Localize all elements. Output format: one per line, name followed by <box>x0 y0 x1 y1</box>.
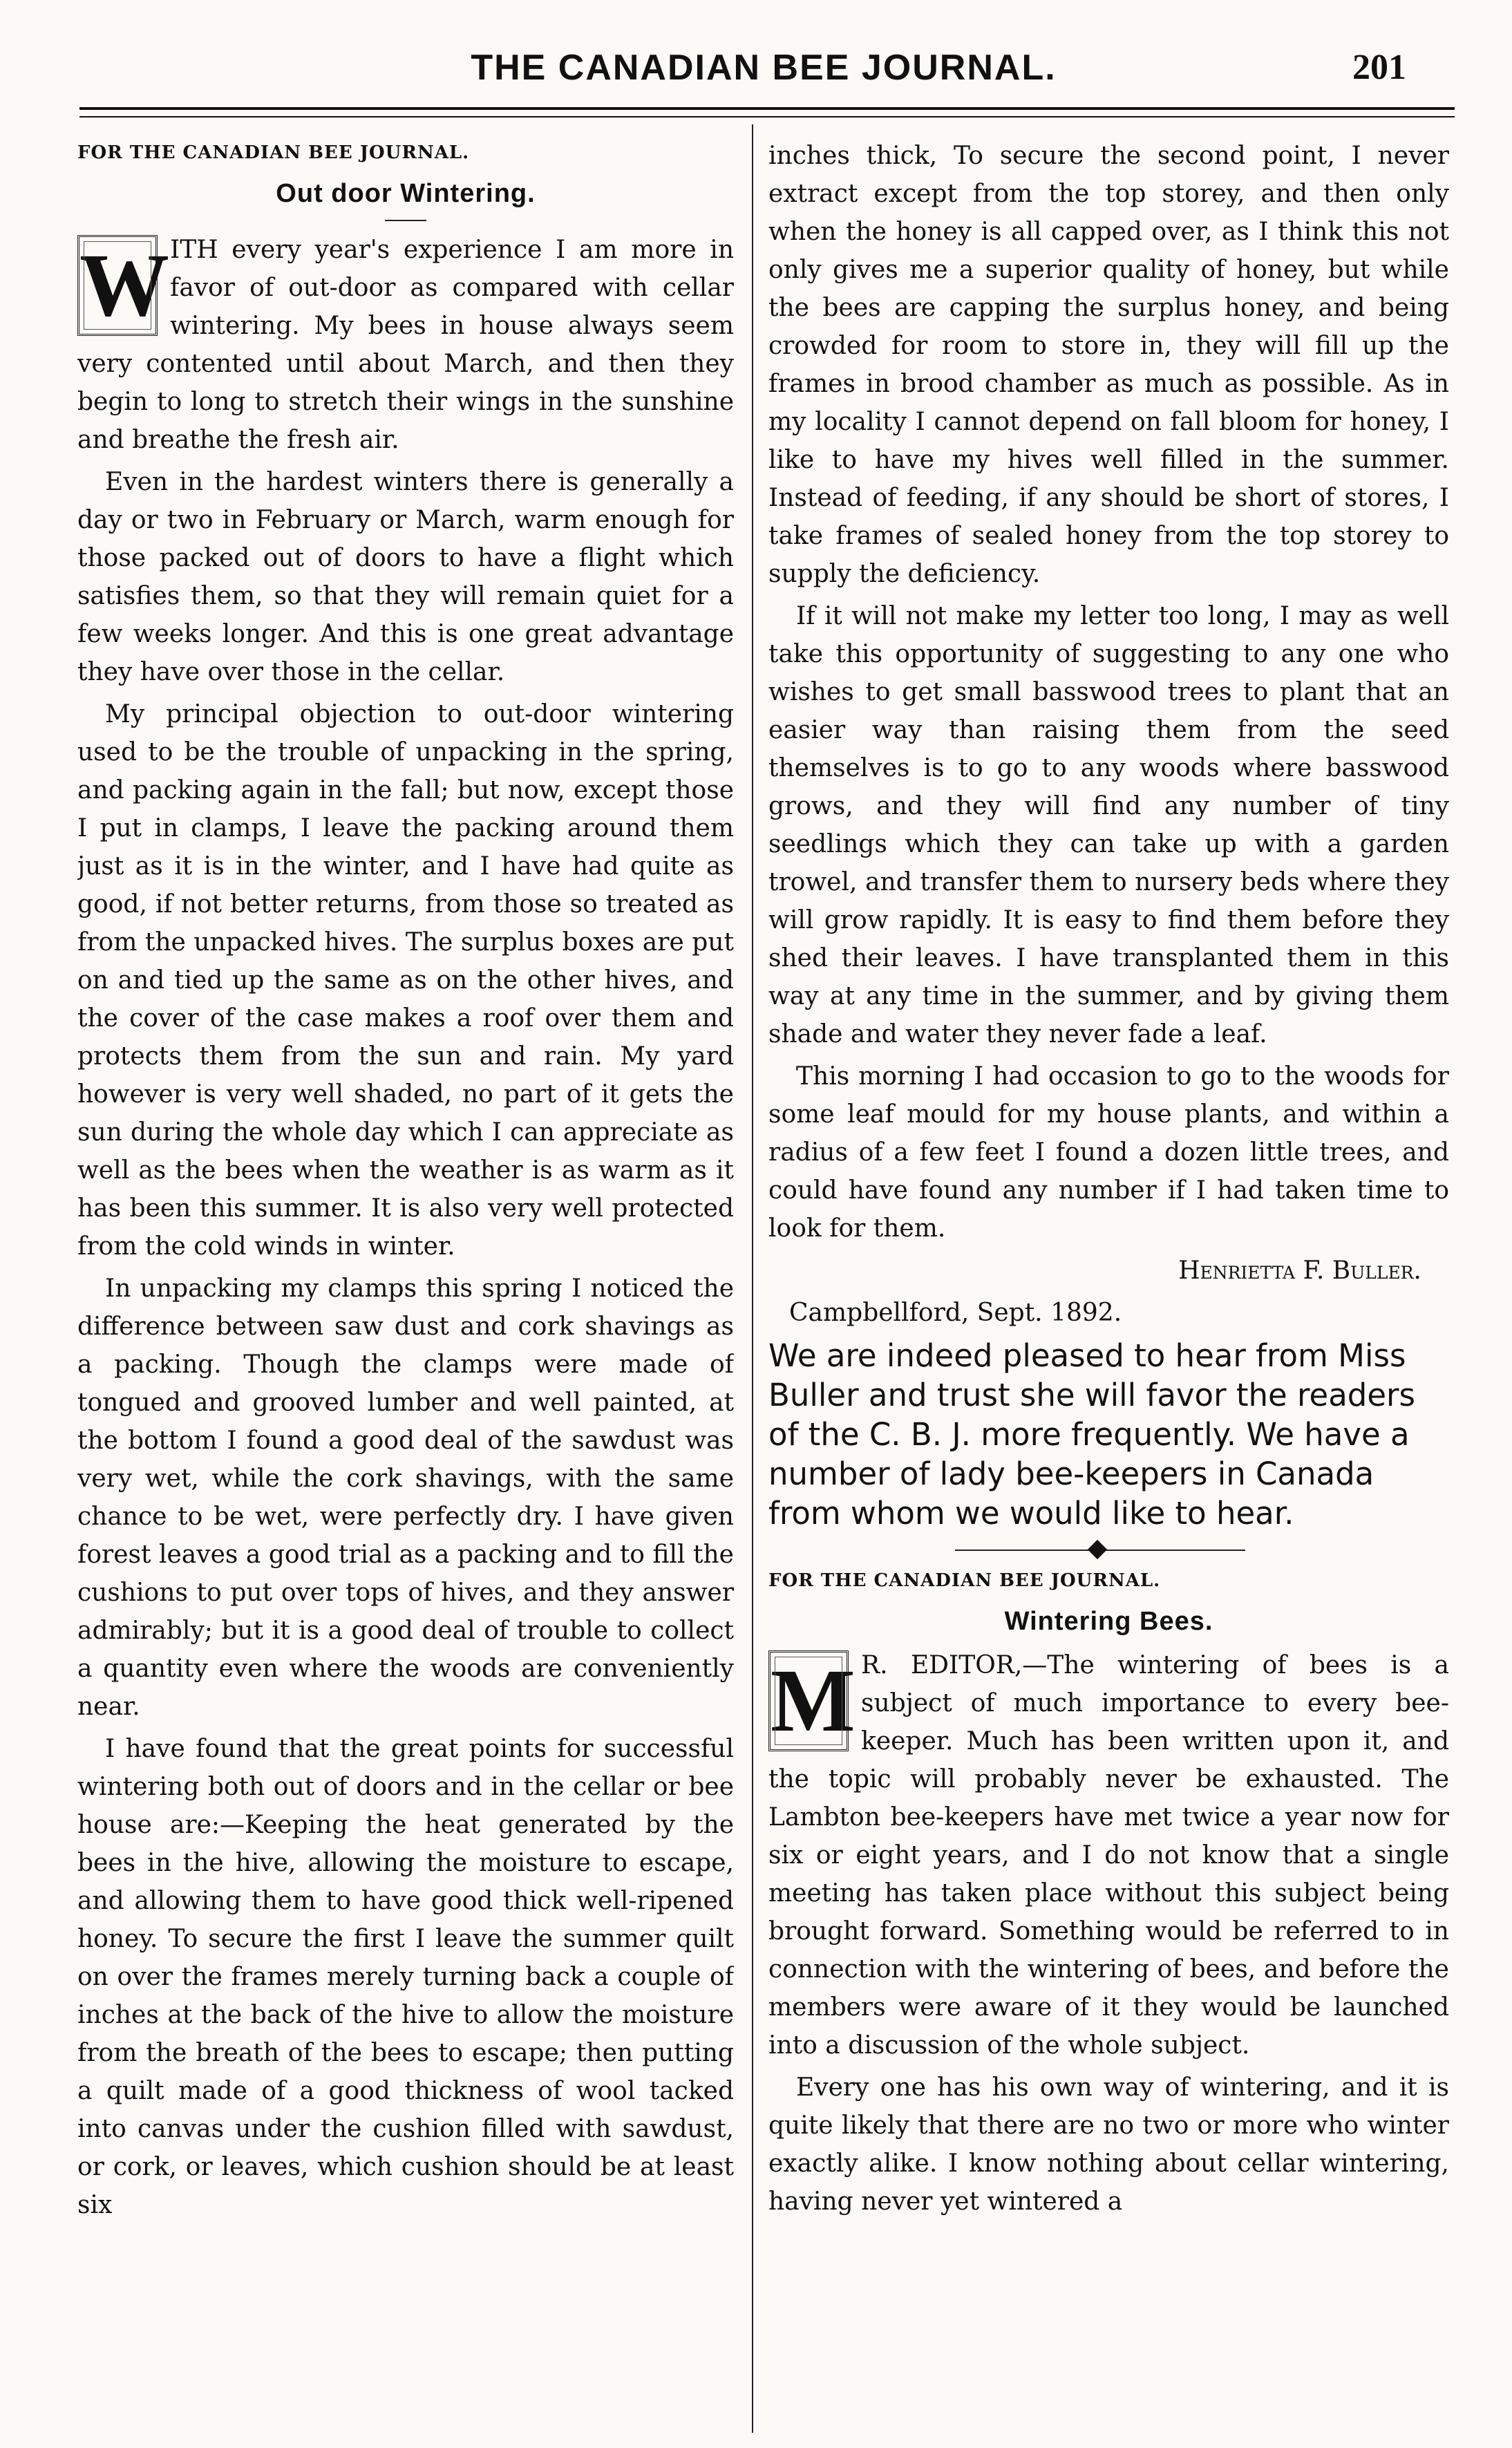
dropcap-m: M <box>768 1650 849 1751</box>
article2-first-text: R. EDITOR,—The wintering of bees is a subject of much importance to every bee-keeper. Much has been written upon it, and the topic will probably never be exhausted. The Lambton bee-keepers have met twice a year now for six or eight years, and I do not know that a single meeting has taken place without this subject being brought forward. Something would be referred to in connection with the wintering of bees, and before the members were aware of it they would be launched into a discussion of the whole subject. <box>768 1651 1449 2060</box>
article2-title: Wintering Bees. <box>1004 1607 1213 1636</box>
article1-first-text: ITH every year's experience I am more in favor of out-door as compared with cellar wintering. My bees in house always seem very contented until about March, and then they begin to long to stretch their wings in the sunshine and breathe the fresh air. <box>77 236 734 454</box>
diamond-icon <box>1088 1540 1107 1559</box>
article1-continued: inches thick, To secure the second point, I never extract except from the top storey, and then only when the honey is all capped over, as I think this not only gives me a superior quality of honey, but while the bees are capping the surplus honey, and being crowded for room to store in, they will fill up the frames in brood chamber as much as possible. As in my locality I cannot depend on fall bloom for honey, I like to have my hives well filled in the summer. Instead of feeding, if any should be short of stores, I take frames of sealed honey from the top storey to supply the deficiency. <box>768 142 1449 588</box>
editor-note: We are indeed pleased to hear from Miss Buller and trust she will favor the readers of the C. B. J. more frequently. We have a number of lady bee-keepers in Canada from whom we would like to hear. <box>768 1337 1415 1532</box>
article1-paragraph: I have found that the great points for successful wintering both out of doors and in the cellar or bee house are:—Keeping the heat generated by the bees in the hive, allowing the moisture to escape, and allowing them to have good thick well-ripened honey. To secure the first I leave the summer quilt on over the frames merely turning back a couple of inches at the back of the hive to allow the moisture from the breath of the bees to escape; then putting a quilt made of a good thickness of wool tacked into canvas under the cushion filled with sawdust, or cork, or leaves, which cushion should be at least six <box>77 1735 734 2219</box>
page-number: 201 <box>1352 48 1406 87</box>
right-column <box>768 137 1449 2431</box>
article1-paragraph: This morning I had occasion to go to the woods for some leaf mould for my house plants, and within a radius of a few feet I found a dozen little trees, and could have found any number if I had taken time to look for them. <box>768 1062 1449 1243</box>
article1-dateline: Campbellford, Sept. 1892. <box>789 1299 1122 1327</box>
article1-signature: Henrietta F. Buller. <box>1178 1256 1421 1285</box>
section-ornament <box>768 1540 1449 1561</box>
left-column <box>77 137 734 2431</box>
journal-title: THE CANADIAN BEE JOURNAL. <box>471 48 1057 88</box>
article1-title: Out door Wintering. <box>276 179 536 208</box>
column-divider <box>752 124 753 2433</box>
dropcap-w: W <box>77 235 158 336</box>
article1-paragraph: If it will not make my letter too long, I may as well take this opportunity of suggesting to any one who wishes to get small basswood trees to plant that an easier way than raising them from the seed themselves is to go to any woods where basswood grows, and they will find any number of tiny seedlings which they can take up with a garden trowel, and transfer them to nursery beds where they will grow rapidly. It is easy to find them before they shed their leaves. I have transplanted them in this way at any time in the summer, and by giving them shade and water they never fade a leaf. <box>768 602 1449 1048</box>
article2-paragraph: Every one has his own way of wintering, and it is quite likely that there are no two or more who winter exactly alike. I know nothing about cellar wintering, having never yet wintered a <box>768 2073 1449 2216</box>
article2-first-paragraph <box>768 1646 1449 2064</box>
article1-for-line: FOR THE CANADIAN BEE JOURNAL. <box>77 142 470 163</box>
page-header <box>76 41 1451 117</box>
article2-for-line: FOR THE CANADIAN BEE JOURNAL. <box>768 1570 1161 1591</box>
article1-paragraph: In unpacking my clamps this spring I noticed the difference between saw dust and cork shavings as a packing. Though the clamps were made of tongued and grooved lumber and well painted, at the bottom I found a good deal of the sawdust was very wet, while the cork shavings, with the same chance to be wet, were perfectly dry. I have given forest leaves a good trial as a packing and to fill the cushions to put over tops of hives, and they answer admirably; but it is a good deal of trouble to collect a quantity even where the woods are conveniently near. <box>77 1274 734 1721</box>
header-rule-thin <box>79 116 1455 117</box>
article1-paragraph: My principal objection to out-door wintering used to be the trouble of unpacking in the spring, and packing again in the fall; but now, except those I put in clamps, I leave the packing around them just as it is in the winter, and I have had quite as good, if not better returns, from those so treated as from the unpacked hives. The surplus boxes are put on and tied up the same as on the other hives, and the cover of the case makes a roof over them and protects them from the sun and rain. My yard however is very well shaded, no part of it gets the sun during the whole day which I can appreciate as well as the bees when the weather is as warm as it has been this summer. It is also very well protected from the cold winds in winter. <box>77 700 734 1261</box>
header-rule-thick <box>79 107 1455 110</box>
title-rule <box>385 220 426 221</box>
article1-first-paragraph <box>77 231 734 459</box>
article1-paragraph: Even in the hardest winters there is generally a day or two in February or March, warm enough for those packed out of doors to have a flight which satisfies them, so that they will remain quiet for a few weeks longer. And this is one great advantage they have over those in the cellar. <box>77 468 734 686</box>
